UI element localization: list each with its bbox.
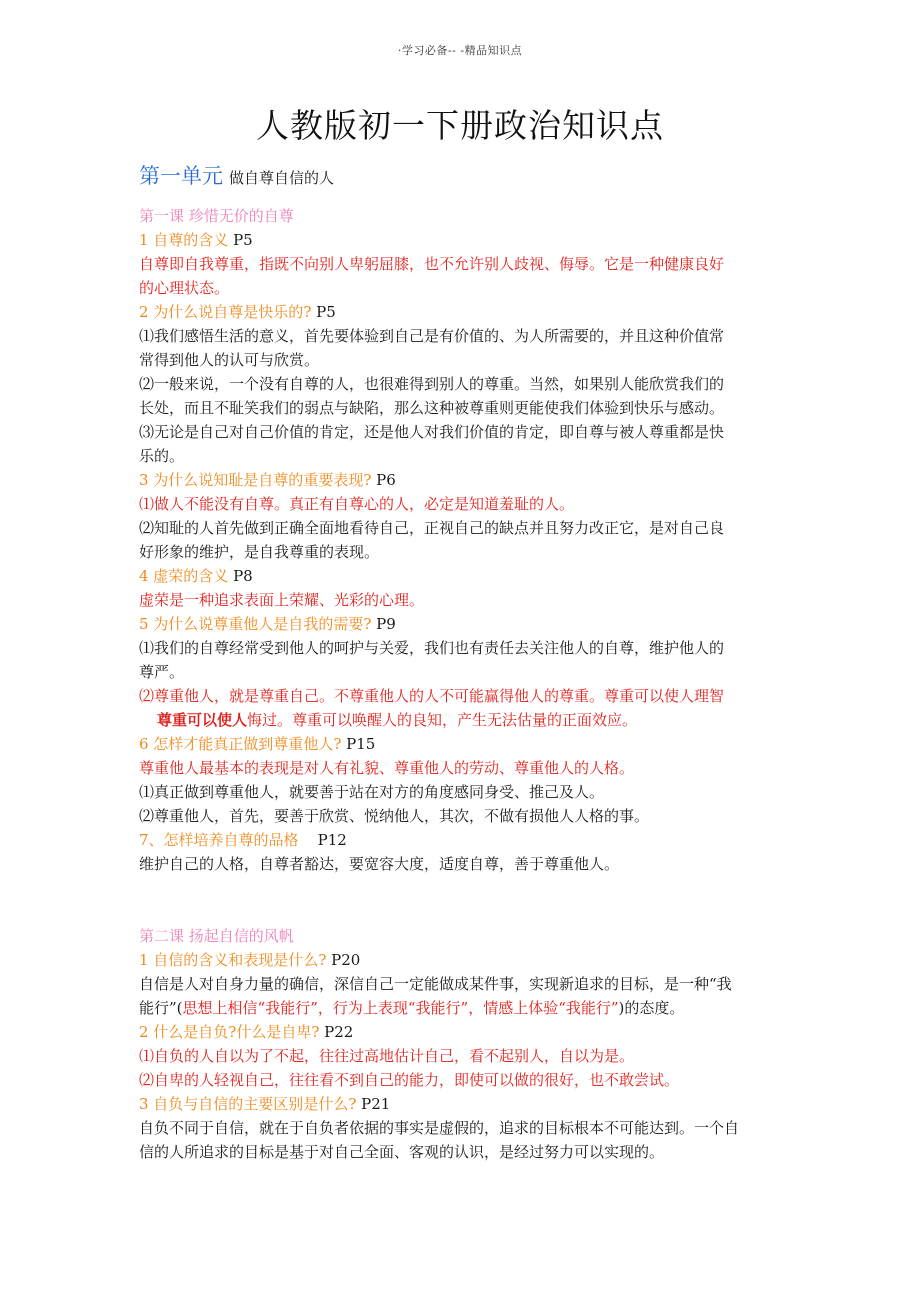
text-line: ⑴真正做到尊重他人，就要善于站在对方的角度感同身受、推己及人。 bbox=[139, 783, 605, 801]
text-line: 维护自己的人格，自尊者豁达，要宽容大度，适度自尊，善于尊重他人。 bbox=[139, 855, 620, 873]
question-heading: 6 怎样才能真正做到尊重他人? P15 bbox=[139, 735, 376, 753]
text-line: ⑵一般来说，一个没有自尊的人，也很难得到别人的尊重。当然，如果别人能欣赏我们的 bbox=[139, 375, 725, 393]
question-heading: 3 为什么说知耻是自尊的重要表现? P6 bbox=[139, 471, 396, 489]
question-heading: 3 自负与自信的主要区别是什么? P21 bbox=[139, 1095, 391, 1113]
answer-line: 的心理状态。 bbox=[139, 279, 230, 297]
question-heading: 5 为什么说尊重他人是自我的需要? P9 bbox=[139, 615, 396, 633]
question-heading: 2 什么是自负?什么是自卑? P22 bbox=[139, 1023, 354, 1041]
unit-subtitle: 做自尊自信的人 bbox=[229, 169, 335, 187]
page-header: ·学习必备-- -精品知识点 bbox=[397, 44, 523, 57]
question-heading: 1 自信的含义和表现是什么? P20 bbox=[139, 951, 361, 969]
answer-line: 虚荣是一种追求表面上荣耀、光彩的心理。 bbox=[139, 591, 425, 609]
answer-line: ⑵自卑的人轻视自己，往往看不到自己的能力，即使可以做的很好，也不敢尝试。 bbox=[139, 1071, 680, 1089]
page-title: 人教版初一下册政治知识点 bbox=[256, 106, 664, 145]
lesson-title: 第二课 扬起自信的风帆 bbox=[139, 927, 294, 945]
unit-heading bbox=[139, 160, 787, 196]
text-line: ⑵知耻的人首先做到正确全面地看待自己，正视自己的缺点并且努力改正它，是对自己良 bbox=[139, 519, 725, 537]
answer-line: 尊重可以使人悔过。尊重可以唤醒人的良知，产生无法估量的正面效应。 bbox=[157, 711, 638, 729]
text-line: 常得到他人的认可与欣赏。 bbox=[139, 351, 320, 369]
answer-line: 尊重他人最基本的表现是对人有礼貌、尊重他人的劳动、尊重他人的人格。 bbox=[139, 759, 635, 777]
text-line: ⑶无论是自己对自己价值的肯定，还是他人对我们价值的肯定，即自尊与被人尊重都是快 bbox=[139, 423, 725, 441]
question-heading: 2 为什么说自尊是快乐的? P5 bbox=[139, 303, 336, 321]
unit-label: 第一单元 bbox=[139, 164, 223, 188]
text-line: 能行”(思想上相信“我能行”，行为上表现“我能行”，情感上体验“我能行”)的态度。 bbox=[139, 999, 685, 1017]
question-heading: 1 自尊的含义 P5 bbox=[139, 231, 253, 249]
text-line: ⑵尊重他人，首先，要善于欣赏、悦纳他人，其次，不做有损他人人格的事。 bbox=[139, 807, 650, 825]
text-line: 自负不同于自信，就在于自负者依据的事实是虚假的，追求的目标根本不可能达到。一个自 bbox=[139, 1119, 740, 1137]
document-body bbox=[139, 160, 787, 1164]
text-line: ⑴我们感悟生活的意义，首先要体验到自己是有价值的、为人所需要的，并且这种价值常 bbox=[139, 327, 725, 345]
text-line: ⑴我们的自尊经常受到他人的呵护与关爱，我们也有责任去关注他人的自尊，维护他人的 bbox=[139, 639, 725, 657]
text-line: 尊严。 bbox=[139, 663, 185, 681]
answer-line: 自尊即自我尊重，指既不向别人卑躬屈膝，也不允许别人歧视、侮辱。它是一种健康良好 bbox=[139, 255, 725, 273]
answer-line: ⑵尊重他人，就是尊重自己。不尊重他人的人不可能赢得他人的尊重。尊重可以使人理智 bbox=[139, 687, 725, 705]
question-heading: 7、怎样培养自尊的品格 P12 bbox=[139, 831, 347, 849]
text-line: 信的人所追求的目标是基于对自己全面、客观的认识，是经过努力可以实现的。 bbox=[139, 1143, 665, 1161]
answer-line: ⑴做人不能没有自尊。真正有自尊心的人，必定是知道羞耻的人。 bbox=[139, 495, 575, 513]
text-line: 长处，而且不耻笑我们的弱点与缺陷，那么这种被尊重则更能使我们体验到快乐与感动。 bbox=[139, 399, 725, 417]
text-line: 乐的。 bbox=[139, 447, 185, 465]
text-line: 好形象的维护，是自我尊重的表现。 bbox=[139, 543, 380, 561]
text-line: 自信是人对自身力量的确信，深信自己一定能做成某件事，实现新追求的目标，是一种“我 bbox=[139, 975, 732, 993]
answer-line: ⑴自负的人自以为了不起，往往过高地估计自己，看不起别人，自以为是。 bbox=[139, 1047, 635, 1065]
lesson-title: 第一课 珍惜无价的自尊 bbox=[139, 207, 294, 225]
question-heading: 4 虚荣的含义 P8 bbox=[139, 567, 253, 585]
